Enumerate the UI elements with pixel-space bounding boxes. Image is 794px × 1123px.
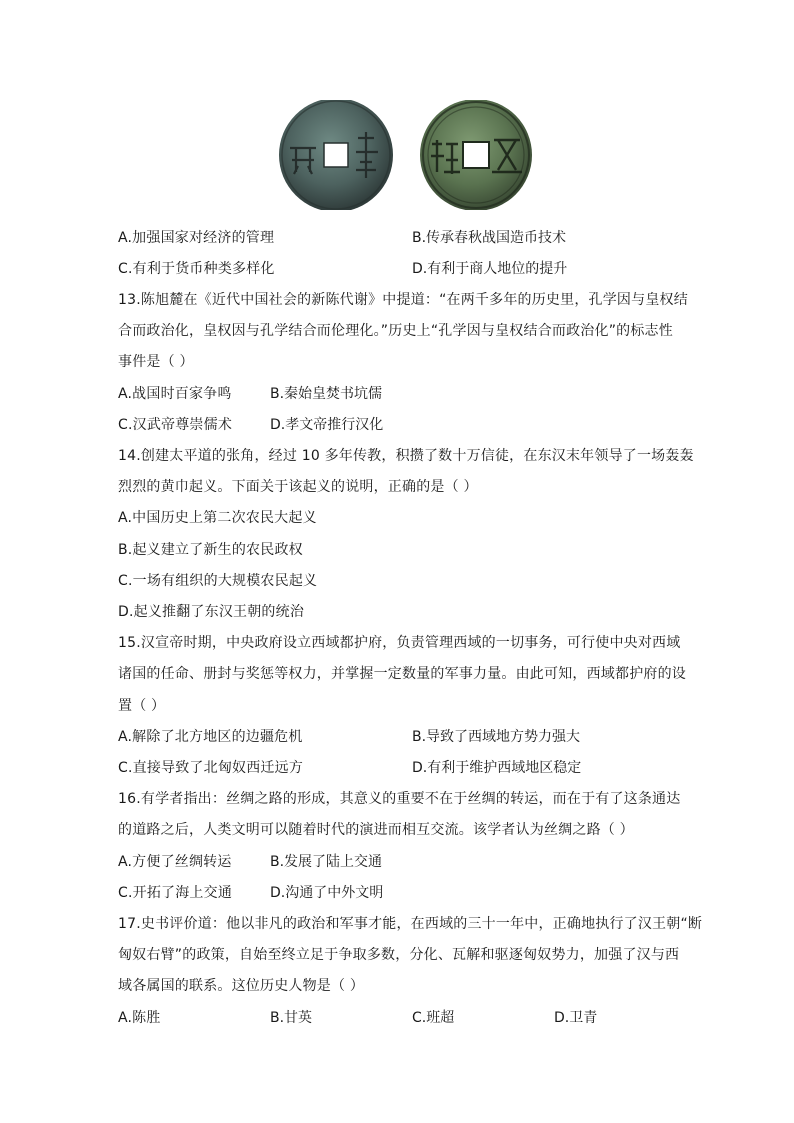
q13-option-d: D.孝文帝推行汉化 [270, 417, 384, 433]
q13-option-b: B.秦始皇焚书坑儒 [270, 386, 383, 402]
q15-option-a: A.解除了北方地区的边疆危机 [118, 729, 303, 745]
q14-option-a: A.中国历史上第二次农民大起义 [118, 510, 317, 526]
q14-option-b: B.起义建立了新生的农民政权 [118, 542, 303, 558]
q13-option-c: C.汉武帝尊崇儒术 [118, 417, 233, 433]
q12-option-b: B.传承春秋战国造币技术 [412, 230, 567, 246]
q13-stem-line-1: 13.陈旭麓在《近代中国社会的新陈代谢》中提道：“在两千多年的历史里，孔学因与皇权结 [118, 292, 688, 308]
q15-option-b: B.导致了西域地方势力强大 [412, 729, 581, 745]
q13-stem-line-2: 合而政治化，皇权因与孔学结合而伦理化。”历史上“孔学因与皇权结合而政治化”的标志性 [118, 323, 673, 339]
q16-option-a: A.方便了丝绸转运 [118, 854, 232, 870]
q16-stem-line-2: 的道路之后，人类文明可以随着时代的演进而相互交流。该学者认为丝绸之路（ ） [118, 822, 634, 838]
q17-option-a: A.陈胜 [118, 1010, 161, 1026]
q14-option-d: D.起义推翻了东汉王朝的统治 [118, 604, 305, 620]
ancient-coins-image [276, 100, 536, 210]
q16-option-d: D.沟通了中外文明 [270, 885, 384, 901]
q15-option-c: C.直接导致了北匈奴西迁远方 [118, 760, 304, 776]
coin-banliang [279, 100, 393, 210]
q14-option-c: C.一场有组织的大规模农民起义 [118, 573, 318, 589]
q15-stem-line-1: 15.汉宣帝时期，中央政府设立西域都护府，负责管理西域的一切事务，可行使中央对西域 [118, 635, 681, 651]
q14-stem-line-1: 14.创建太平道的张角，经过 10 多年传教，积攒了数十万信徒，在东汉末年领导了一场轰轰 [118, 448, 694, 464]
q16-stem-line-1: 16.有学者指出：丝绸之路的形成，其意义的重要不在于丝绸的转运，而在于有了这条通达 [118, 791, 681, 807]
q13-stem-line-3: 事件是（ ） [118, 354, 194, 370]
q17-option-d: D.卫青 [554, 1010, 598, 1026]
q12-option-a: A.加强国家对经济的管理 [118, 230, 275, 246]
q16-option-b: B.发展了陆上交通 [270, 854, 383, 870]
q17-stem-line-3: 域各属国的联系。这位历史人物是（ ） [118, 978, 365, 994]
q17-stem-line-1: 17.史书评价道：他以非凡的政治和军事才能，在西域的三十一年中，正确地执行了汉王朝“断 [118, 916, 703, 932]
q14-stem-line-2: 烈烈的黄巾起义。下面关于该起义的说明，正确的是（ ） [118, 479, 478, 495]
q17-stem-line-2: 匈奴右臂”的政策，自始至终立足于争取多数，分化、瓦解和驱逐匈奴势力，加强了汉与西 [118, 947, 680, 963]
q15-stem-line-3: 置（ ） [118, 698, 166, 714]
q17-option-c: C.班超 [412, 1010, 455, 1026]
q15-option-d: D.有利于维护西域地区稳定 [412, 760, 582, 776]
q15-stem-line-2: 诸国的任命、册封与奖惩等权力，并掌握一定数量的军事力量。由此可知，西域都护府的设 [118, 666, 686, 682]
coin-wuzhu [420, 100, 532, 210]
q12-option-c: C.有利于货币种类多样化 [118, 261, 275, 277]
q12-option-d: D.有利于商人地位的提升 [412, 261, 568, 277]
q16-option-c: C.开拓了海上交通 [118, 885, 233, 901]
q13-option-a: A.战国时百家争鸣 [118, 386, 232, 402]
q17-option-b: B.甘英 [270, 1010, 313, 1026]
